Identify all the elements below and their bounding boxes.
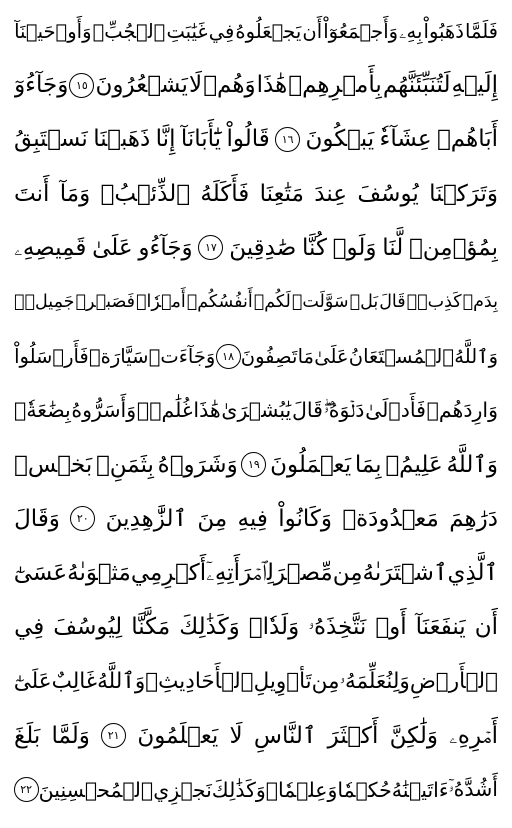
word: وَجَآءُو [138,234,193,261]
word: ٱلۡمُسۡتَعَانُ [348,344,455,368]
word: يَعۡمَلُونَ [270,451,352,478]
word: قَالَ [291,398,323,423]
ayah-number-marker: ١٧ [198,235,223,260]
word: فَأَكَلَهُ [200,180,250,207]
word: يَٰبُشۡرَىٰ [221,398,292,423]
word: وَٱللَّهُ [97,668,146,694]
word: أَكۡثَرَ [327,722,379,749]
word: قَمِيصِهِۦ [14,234,87,261]
ayah-number-marker: ٢١ [101,723,126,748]
text-line [14,58,498,112]
text-line [14,112,498,166]
word: أَمۡرٗاۖ [135,292,186,313]
word: أَوۡ [375,614,407,641]
word: قَالَ [379,292,406,313]
word: أَشُدَّهُۥٓ [448,777,498,802]
word: وَأَوۡحَيۡنَآ [14,19,92,43]
text-line [14,167,498,221]
ayah-number-marker: ١٦ [275,127,300,152]
text-line [14,329,498,383]
word: ٱلۡأَحَادِيثِۚ [145,668,254,694]
word: يُوسُفَ [357,180,419,207]
word: لَا [229,722,243,749]
word: وَقَالَ [14,505,60,532]
word: ذَهَبُواْ [423,19,464,43]
word: بِدَمٖ [462,292,498,313]
text-line [14,383,498,437]
text-line [14,654,498,708]
word: هَٰذَا [193,398,221,423]
word: مَتَٰعِنَا [259,180,304,207]
word: بِأَمۡرِهِمۡ [288,72,382,99]
word: وَجَآءَتۡ [148,344,216,368]
word: غَيَٰبَتِ [166,19,208,43]
word: وَكَذَٰلِكَ [179,614,240,641]
word: غَالِبٌ [51,668,98,694]
word: وَكَانُواْ [278,505,332,532]
word: عَلَىٰ [92,234,133,261]
word: حُكۡمٗا [337,777,392,802]
ayah-number-marker: ٢٠ [70,506,95,531]
word: ءَاتَيۡنَٰهُ [391,777,449,802]
word: وَلِنُعَلِّمَهُۥ [339,668,410,694]
word: عَسَىٰٓ [14,559,68,586]
word: ٱشۡتَرَىٰهُ [362,559,448,586]
word: ٱلۡمُحۡسِنِينَ [38,777,154,802]
word: بَخۡسٖ [14,451,93,478]
word: عَلِيمُۢ [385,451,443,478]
text-line [14,492,498,546]
word: وَمَآ [59,180,91,207]
word: بَلۡ [349,292,379,313]
word: فَأَدۡلَىٰ [365,398,426,423]
word: وَارِدَهُمۡ [426,398,498,423]
ayah-number-marker: ١٨ [216,344,241,369]
word: مِن [311,668,340,694]
word: ذَهَبۡنَا [93,126,151,153]
text-line [14,600,498,654]
word: عَلَىٰ [314,344,349,368]
word: فِي [208,19,235,43]
word: سَيَّارَةٞ [88,344,149,368]
word: وَأَسَرُّوهُ [71,398,137,423]
ayah-number-marker: ١٥ [69,73,94,98]
word: أَنتَ [14,180,50,207]
word: عِندَ [314,180,348,207]
word: إِلَيۡهِ [451,72,498,99]
word: كُنَّا [302,234,327,261]
text-line [14,275,498,329]
word: وَٱللَّهُ [454,344,498,368]
word: نَسۡتَبِقُ [14,126,88,153]
word: وَتَرَكۡنَا [429,180,498,207]
word: وَلَدٗاۚ [248,614,300,641]
word: بِمُؤۡمِنٖ [408,234,498,261]
word: مِنَ [197,505,228,532]
word: وَجَآءُوٓ [14,72,69,99]
word: دَرَٰهِمَ [449,505,498,532]
word: يَبۡكُونَ [305,126,375,153]
word: بِهِۦ [399,19,423,43]
word: بِضَٰعَةٗۚ [14,398,71,423]
word: مِّصۡرَ [273,559,333,586]
word: مَعۡدُودَةٖ [342,505,439,532]
word: لَتُنَبِّئَنَّهُم [382,72,451,99]
text-line [14,546,498,600]
word: ٱلذِّئۡبُۖ [100,180,191,207]
word: يَعۡلَمُونَ [137,722,219,749]
word: ٱلزَّٰهِدِينَ [105,505,187,532]
word: أَن [302,19,323,43]
word: لَا [189,72,203,99]
word: فَصَبۡرٞ [75,292,135,313]
word: عَلَىٰٓ [14,668,52,694]
word: فَأَرۡسَلُواْ [14,344,89,368]
word: أَبَاهُمۡ [436,126,498,153]
word: فَلَمَّا [465,19,498,43]
word: غُلَٰمٞۚ [136,398,193,423]
word: بَلَغَ [14,722,41,749]
word: يَجۡعَلُوهُ [235,19,302,43]
word: لِٱمۡرَأَتِهِۦٓ [206,559,274,586]
word: ٱلۡأَرۡضِ [409,668,498,694]
word: هَٰذَا [256,72,288,99]
text-line [14,763,498,817]
word: إِنَّا [155,126,176,153]
word: أَن [474,614,498,641]
word: سَوَّلَتۡ [291,292,349,313]
text-line [14,708,498,762]
word: نَجۡزِي [153,777,212,802]
word: يَنفَعَنَآ [415,614,466,641]
word: لِيُوسُفَ [53,614,123,641]
word: تَأۡوِيلِ [253,668,312,694]
word: مَا [297,344,314,368]
word: لَّنَا [382,234,404,261]
word: وَكَذَٰلِكَ [211,777,266,802]
word: أَمۡرِهِۦ [449,722,498,749]
word: ٱلَّذِي [447,559,498,586]
word: بِمَا [354,451,382,478]
word: وَٱللَّهُ [446,451,498,478]
word: دَلۡوَهُۥۖ [323,397,365,422]
word: مَثۡوَىٰهُ [67,559,131,586]
word: مِن [332,559,363,586]
word: يَشۡعُرُونَ [95,72,188,99]
text-line [14,438,498,492]
word: يَٰٓأَبَانَآ [180,126,222,153]
word: وَهُمۡ [203,72,256,99]
word: ٱلۡجُبِّۚ [92,19,166,43]
word: لَكُمۡ [253,292,291,313]
word: فِيهِ [237,505,268,532]
word: وَلَوۡ [332,234,377,261]
word: مَكَّنَّا [131,614,171,641]
text-line [14,221,498,275]
ayah-number-marker: ٢٢ [14,777,39,802]
word: وَشَرَوۡهُ [157,451,238,478]
word: صَٰدِقِينَ [229,234,297,261]
word: فِي [14,614,45,641]
word: بِثَمَنِۭ [95,451,154,478]
word: تَصِفُونَ [240,344,298,368]
word: وَلَٰكِنَّ [389,722,438,749]
word: أَكۡرِمِي [130,559,207,586]
ayah-number-marker: ١٩ [241,452,266,477]
word: وَلَمَّا [51,722,90,749]
word: عِشَآءٗ [379,126,432,153]
word: وَعِلۡمٗاۚ [265,777,338,802]
word: ٱلنَّاسِ [253,722,317,749]
word: جَمِيلٞۖ [14,292,75,313]
text-line [14,4,498,58]
word: أَنفُسُكُمۡ [186,292,253,313]
word: وَأَجۡمَعُوٓاْ [323,19,399,43]
word: كَذِبٖۚ [406,292,462,313]
word: نَتَّخِذَهُۥ [308,614,367,641]
word: قَالُواْ [226,126,270,153]
